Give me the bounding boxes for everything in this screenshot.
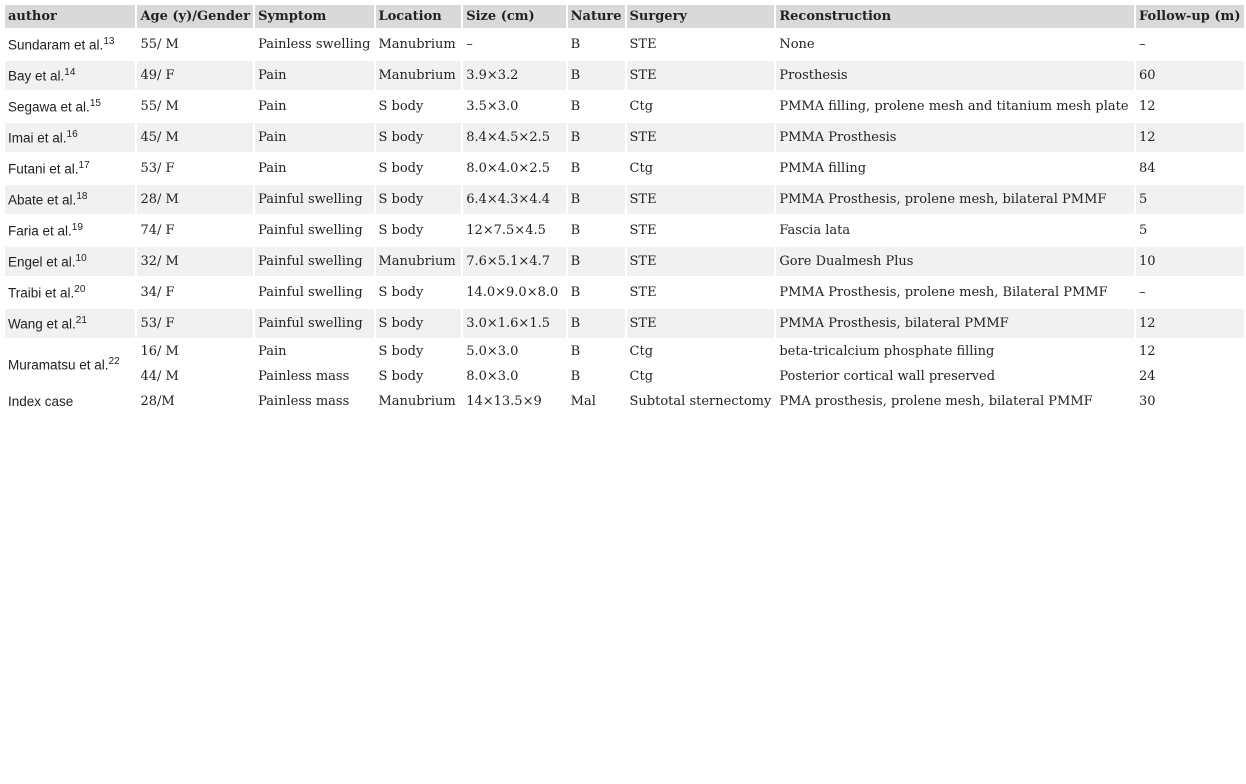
cell-author: Futani et al.$^{17}$ <box>8 160 90 177</box>
cell-age: 55/ M <box>140 99 179 114</box>
table-row <box>5 309 1244 338</box>
cell-surgery: STE <box>627 123 775 152</box>
cell-nature: B <box>568 185 625 214</box>
table-row-index-case <box>5 390 1244 413</box>
reference-number: 16 <box>66 129 78 141</box>
cell-age: 74/ F <box>140 223 175 238</box>
cell-age: 44/ M <box>140 369 179 384</box>
cell-reconstruction: PMMA filling, prolene mesh and titanium mesh plate <box>779 99 1129 114</box>
cell-nature: B <box>568 61 625 90</box>
cell-followup: – <box>1139 37 1146 52</box>
cell-age: 45/ M <box>137 123 253 152</box>
cell-location: Manubrium <box>376 247 462 276</box>
cell-location: S body <box>378 285 424 300</box>
header-age-gender: Age (y)/Gender <box>137 5 253 28</box>
cell-symptom: Painless mass <box>258 369 350 384</box>
cell-age: 55/ M <box>140 37 179 52</box>
cell-size: 12×7.5×4.5 <box>466 223 546 238</box>
cell-followup: – <box>1139 285 1146 300</box>
cell-author: Wang et al.$^{21}$ <box>5 309 135 338</box>
cell-surgery: STE <box>627 185 775 214</box>
cell-location: S body <box>378 99 424 114</box>
table-row <box>5 340 1244 363</box>
cell-size: 5.0×3.0 <box>466 344 519 359</box>
cell-age: 34/ F <box>140 285 175 300</box>
cell-reconstruction: PMMA Prosthesis, prolene mesh, Bilateral PMMF <box>779 285 1108 300</box>
cell-age: 16/ M <box>140 344 179 359</box>
cell-symptom: Painful swelling <box>255 309 373 338</box>
cell-symptom: Painful swelling <box>255 247 373 276</box>
cell-location: S body <box>376 123 462 152</box>
cell-nature: B <box>570 161 581 176</box>
cell-nature: B <box>568 309 625 338</box>
cell-location: Manubrium <box>378 394 456 409</box>
cell-symptom: Painful swelling <box>258 223 363 238</box>
cell-surgery: STE <box>627 247 775 276</box>
cell-location: S body <box>378 161 424 176</box>
cell-size: 8.4×4.5×2.5 <box>463 123 565 152</box>
cell-followup: 30 <box>1139 394 1156 409</box>
cell-nature: B <box>568 247 625 276</box>
cell-reconstruction: Posterior cortical wall preserved <box>779 369 996 384</box>
cell-nature: B <box>568 123 625 152</box>
cell-reconstruction: PMMA Prosthesis <box>776 123 1134 152</box>
cell-surgery: Ctg <box>629 369 654 384</box>
cell-followup: 60 <box>1136 61 1244 90</box>
reference-number: 19 <box>71 222 83 234</box>
reference-number: 10 <box>75 253 87 265</box>
cell-surgery: Ctg <box>629 99 654 114</box>
cell-author: Index case <box>8 394 74 409</box>
cell-symptom: Pain <box>258 161 287 176</box>
cell-symptom: Painless mass <box>258 394 350 409</box>
table-row <box>5 216 1244 245</box>
cell-size: 8.0×4.0×2.5 <box>466 161 550 176</box>
cell-symptom: Painless swelling <box>258 37 371 52</box>
header-nature: Nature <box>568 5 625 28</box>
reference-number: 13 <box>103 36 115 48</box>
cell-author: Imai et al.$^{16}$ <box>5 123 135 152</box>
header-surgery: Surgery <box>627 5 775 28</box>
cell-size: 3.0×1.6×1.5 <box>463 309 565 338</box>
cell-location: S body <box>376 309 462 338</box>
cell-reconstruction: Prosthesis <box>776 61 1134 90</box>
cell-age: 28/ M <box>137 185 253 214</box>
literature-table <box>3 3 1246 415</box>
cell-size: 3.5×3.0 <box>466 99 519 114</box>
cell-reconstruction: Gore Dualmesh Plus <box>776 247 1134 276</box>
header-size: Size (cm) <box>463 5 565 28</box>
table-row <box>5 247 1244 276</box>
cell-size: – <box>466 37 473 52</box>
cell-author: Muramatsu et al.$^{22}$ <box>8 355 120 373</box>
cell-surgery: Ctg <box>629 161 654 176</box>
table-row <box>5 123 1244 152</box>
cell-size: 6.4×4.3×4.4 <box>463 185 565 214</box>
table-row <box>5 365 1244 388</box>
cell-reconstruction: PMA prosthesis, prolene mesh, bilateral PMMF <box>779 394 1093 409</box>
cell-nature: Mal <box>570 394 596 409</box>
reference-number: 18 <box>76 191 88 203</box>
header-reconstruction: Reconstruction <box>776 5 1134 28</box>
cell-reconstruction: PMMA Prosthesis, prolene mesh, bilateral PMMF <box>776 185 1134 214</box>
cell-reconstruction: None <box>779 37 815 52</box>
cell-author: Segawa et al.$^{15}$ <box>8 98 101 115</box>
reference-number: 21 <box>75 315 87 327</box>
cell-surgery: STE <box>627 61 775 90</box>
cell-nature: B <box>570 369 581 384</box>
cell-followup: 24 <box>1139 369 1156 384</box>
reference-number: 14 <box>64 67 76 79</box>
table-row <box>5 278 1244 307</box>
cell-nature: B <box>570 344 581 359</box>
table-row <box>5 92 1244 121</box>
header-row <box>5 5 1244 28</box>
cell-reconstruction: beta-tricalcium phosphate filling <box>779 344 995 359</box>
cell-location: S body <box>378 223 424 238</box>
table-row <box>5 30 1244 59</box>
cell-surgery: STE <box>629 223 657 238</box>
header-author: author <box>5 5 135 28</box>
cell-nature: B <box>570 99 581 114</box>
cell-age: 49/ F <box>137 61 253 90</box>
table-row <box>5 61 1244 90</box>
cell-symptom: Pain <box>255 123 373 152</box>
cell-followup: 84 <box>1139 161 1156 176</box>
cell-followup: 5 <box>1139 223 1148 238</box>
reference-number: 17 <box>78 160 90 172</box>
cell-nature: B <box>570 223 581 238</box>
cell-symptom: Pain <box>255 61 373 90</box>
cell-location: S body <box>378 344 424 359</box>
cell-size: 14×13.5×9 <box>466 394 542 409</box>
cell-age: 28/M <box>140 394 175 409</box>
cell-followup: 12 <box>1136 309 1244 338</box>
table-row <box>5 185 1244 214</box>
cell-followup: 5 <box>1136 185 1244 214</box>
reference-number: 22 <box>108 355 120 367</box>
cell-age: 53/ F <box>140 161 175 176</box>
cell-followup: 12 <box>1136 123 1244 152</box>
cell-reconstruction: PMMA Prosthesis, bilateral PMMF <box>776 309 1134 338</box>
cell-reconstruction: Fascia lata <box>779 223 851 238</box>
cell-size: 3.9×3.2 <box>463 61 565 90</box>
cell-author: Sundaram et al.$^{13}$ <box>8 36 115 53</box>
cell-author: Bay et al.$^{14}$ <box>5 61 135 90</box>
cell-surgery: STE <box>627 309 775 338</box>
header-location: Location <box>376 5 462 28</box>
cell-author: Traibi et al.$^{20}$ <box>8 284 86 301</box>
cell-surgery: STE <box>629 37 657 52</box>
cell-followup: 10 <box>1136 247 1244 276</box>
cell-age: 53/ F <box>137 309 253 338</box>
cell-symptom: Pain <box>258 99 287 114</box>
cell-size: 14.0×9.0×8.0 <box>466 285 559 300</box>
cell-nature: B <box>570 285 581 300</box>
cell-age: 32/ M <box>137 247 253 276</box>
cell-location: S body <box>378 369 424 384</box>
cell-location: Manubrium <box>378 37 456 52</box>
cell-surgery: Subtotal sternectomy <box>629 394 772 409</box>
cell-author: Engel et al.$^{10}$ <box>5 247 135 276</box>
reference-number: 20 <box>74 284 86 296</box>
cell-followup: 12 <box>1139 99 1156 114</box>
cell-symptom: Painful swelling <box>255 185 373 214</box>
cell-followup: 12 <box>1139 344 1156 359</box>
cell-reconstruction: PMMA filling <box>779 161 867 176</box>
cell-size: 8.0×3.0 <box>466 369 519 384</box>
cell-author: Faria et al.$^{19}$ <box>8 222 83 239</box>
cell-surgery: Ctg <box>629 344 654 359</box>
cell-nature: B <box>570 37 581 52</box>
cell-author: Abate et al.$^{18}$ <box>5 185 135 214</box>
cell-location: Manubrium <box>376 61 462 90</box>
cell-symptom: Pain <box>258 344 287 359</box>
cell-symptom: Painful swelling <box>258 285 363 300</box>
cell-size: 7.6×5.1×4.7 <box>463 247 565 276</box>
header-followup: Follow-up (m) <box>1136 5 1244 28</box>
reference-number: 15 <box>89 98 101 110</box>
table-row <box>5 154 1244 183</box>
cell-surgery: STE <box>629 285 657 300</box>
header-symptom: Symptom <box>255 5 373 28</box>
cell-location: S body <box>376 185 462 214</box>
